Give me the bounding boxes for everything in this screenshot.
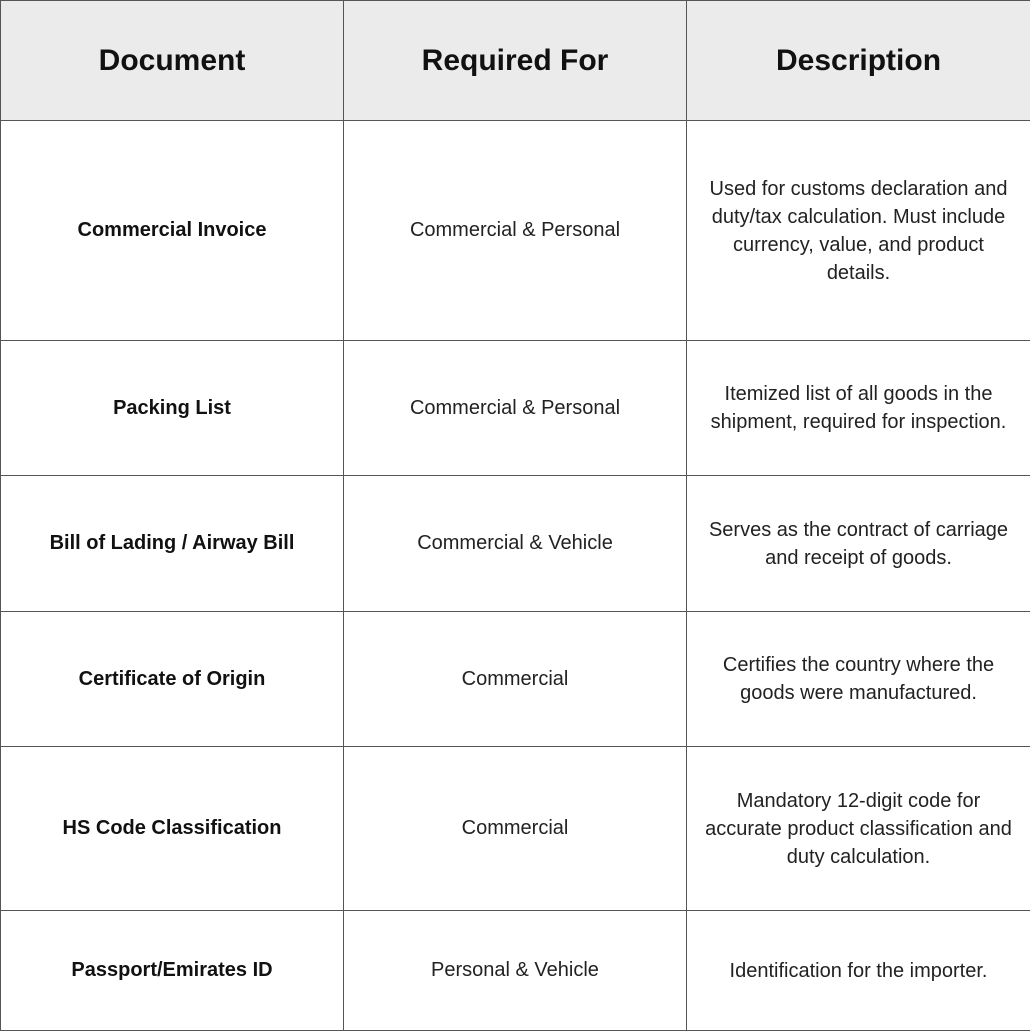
header-required-for: Required For — [344, 1, 687, 121]
required-for-cell: Commercial — [344, 612, 687, 747]
document-cell: Certificate of Origin — [1, 612, 344, 747]
description-cell: Identification for the importer. — [687, 911, 1030, 1031]
header-description: Description — [687, 1, 1030, 121]
description-cell: Serves as the contract of carriage and receipt of goods. — [687, 476, 1030, 612]
description-cell: Mandatory 12-digit code for accurate product classification and duty calculation. — [687, 747, 1030, 911]
document-cell: Commercial Invoice — [1, 121, 344, 341]
table-row — [1, 121, 1030, 341]
table-row — [1, 476, 1030, 612]
document-cell: HS Code Classification — [1, 747, 344, 911]
header-document: Document — [1, 1, 344, 121]
document-cell: Packing List — [1, 341, 344, 476]
table-body — [1, 121, 1030, 1031]
required-for-cell: Commercial & Personal — [344, 121, 687, 341]
required-for-cell: Commercial & Personal — [344, 341, 687, 476]
table-header — [1, 1, 1030, 121]
required-for-cell: Personal & Vehicle — [344, 911, 687, 1031]
table-row — [1, 612, 1030, 747]
description-cell: Itemized list of all goods in the shipment, required for inspection. — [687, 341, 1030, 476]
table-row — [1, 341, 1030, 476]
header-row — [1, 1, 1030, 121]
required-for-cell: Commercial — [344, 747, 687, 911]
document-cell: Bill of Lading / Airway Bill — [1, 476, 344, 612]
required-for-cell: Commercial & Vehicle — [344, 476, 687, 612]
description-cell: Used for customs declaration and duty/tax calculation. Must include currency, value, and product details. — [687, 121, 1030, 341]
description-cell: Certifies the country where the goods were manufactured. — [687, 612, 1030, 747]
table-row — [1, 911, 1030, 1031]
table-row — [1, 747, 1030, 911]
document-cell: Passport/Emirates ID — [1, 911, 344, 1031]
